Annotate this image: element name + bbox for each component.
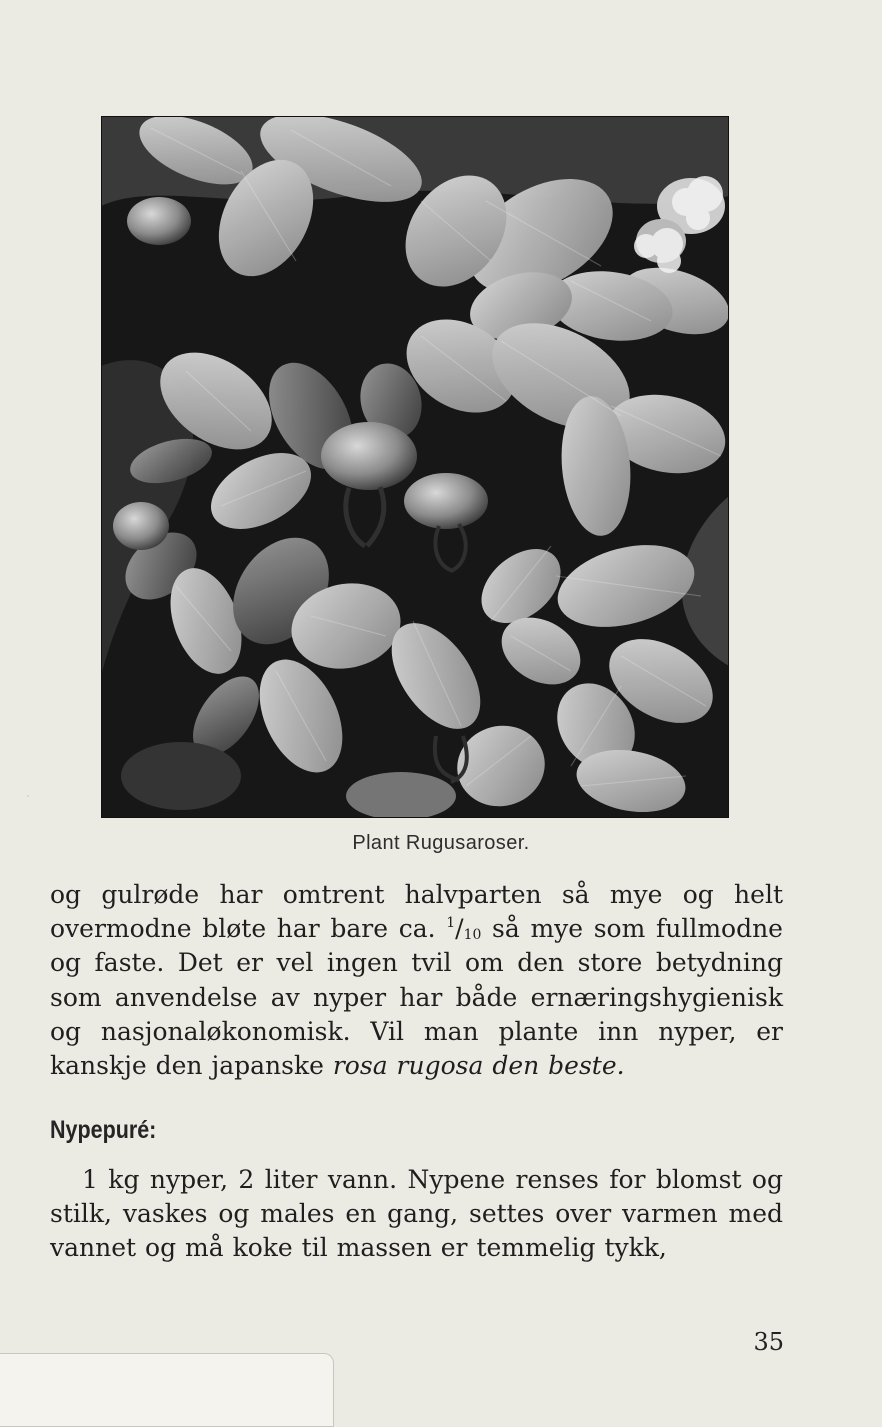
scan-artifact: · xyxy=(26,790,31,805)
rose-hip-photo xyxy=(101,116,729,818)
recipe-heading: Nypepuré: xyxy=(50,1116,157,1144)
main-paragraph xyxy=(50,878,783,1083)
fraction-separator: / xyxy=(455,914,464,944)
photo-caption: Plant Rugusaroser. xyxy=(352,832,530,854)
page-number: 35 xyxy=(753,1328,784,1356)
fraction-numerator: 1 xyxy=(446,915,456,932)
paragraph-content xyxy=(50,878,783,1083)
paragraph-before-fraction: og gulrøde har omtrent halvparten så mye og helt overmodne bløte har bare ca. xyxy=(50,880,783,944)
fraction-one-tenth xyxy=(446,914,481,943)
italic-plant-name: rosa rugosa den beste. xyxy=(332,1051,625,1081)
paragraph-after-fraction: så mye som fullmodne og faste. Det er vel ingen tvil om den store betydning som anvendelse av nyper har både ernæringshygienisk og nasjonaløkonomisk. Vil man plante inn nyper, er kanskje den japanske xyxy=(50,914,783,1081)
rose-hip-bush-image xyxy=(101,116,729,818)
recipe-text: 1 kg nyper, 2 liter vann. Nypene renses for blomst og stilk, vaskes og males en gang, settes over varmen med vannet og må koke til massen er temmelig tykk, xyxy=(50,1165,783,1263)
recipe-paragraph xyxy=(50,1163,783,1266)
fraction-denominator: 10 xyxy=(463,927,482,944)
scan-edge-tab xyxy=(0,1353,334,1427)
